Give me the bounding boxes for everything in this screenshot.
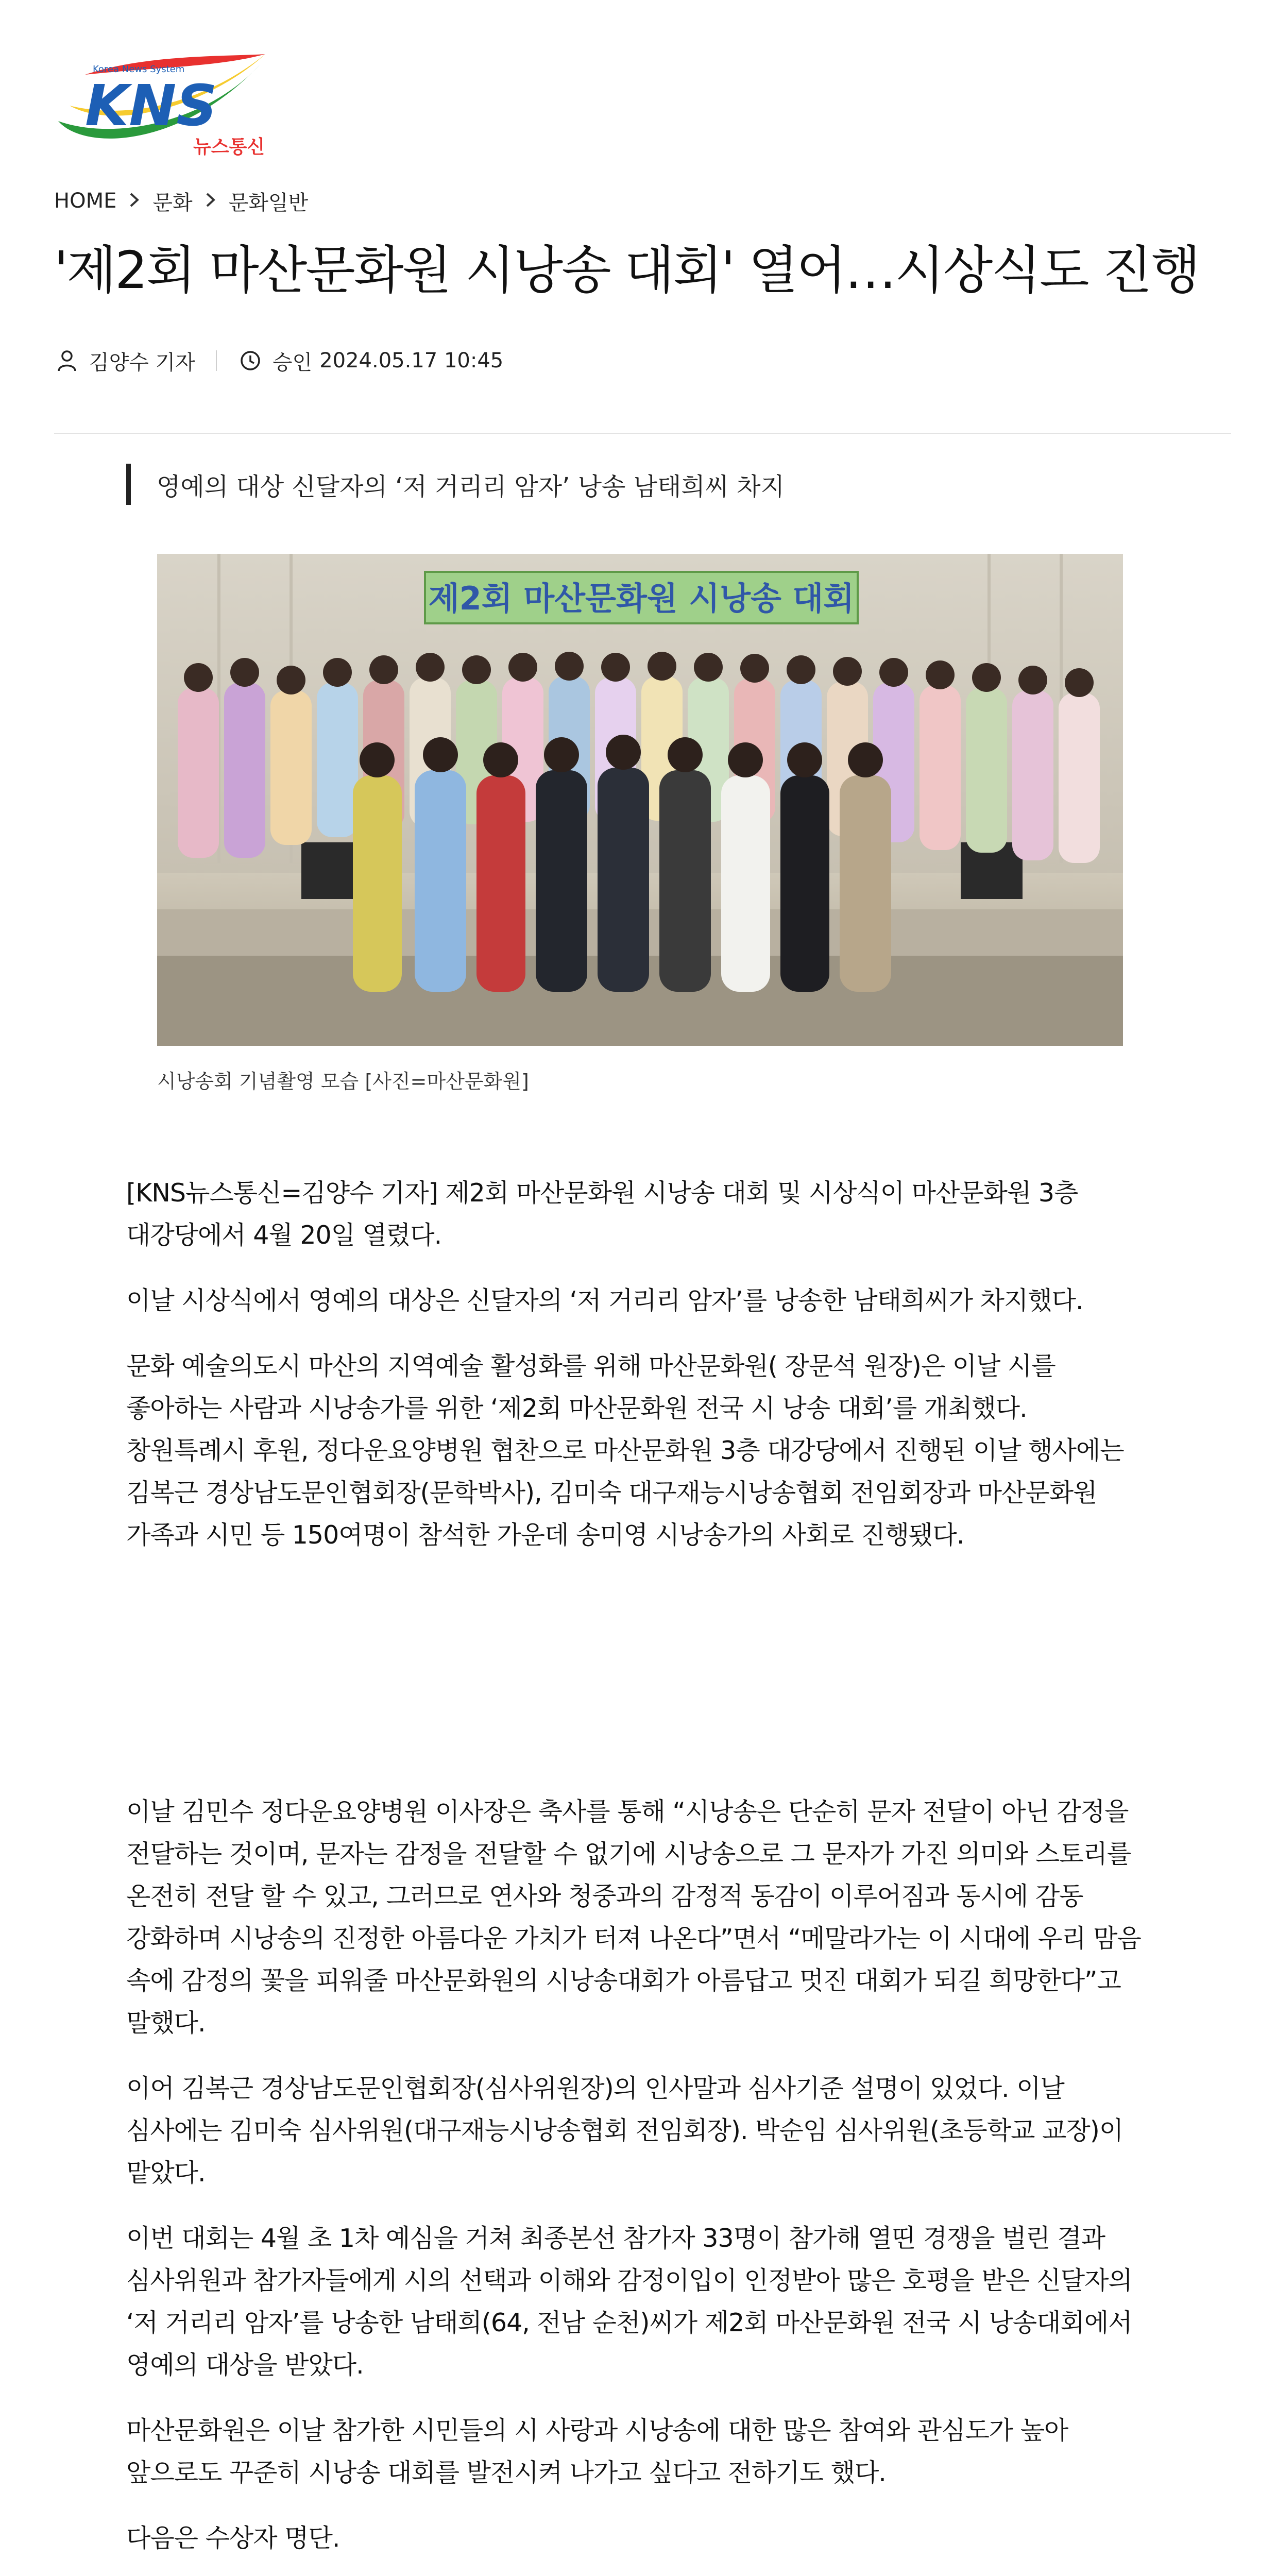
breadcrumb bbox=[54, 185, 308, 216]
group-photo bbox=[157, 554, 1123, 1046]
approved-label: 승인 bbox=[272, 350, 313, 375]
logo-brand: KNS bbox=[85, 73, 217, 139]
header-divider bbox=[54, 433, 1231, 434]
meta-divider bbox=[216, 350, 217, 371]
approved-timestamp: 2024.05.17 10:45 bbox=[319, 349, 504, 372]
page-title: '제2회 마산문화원 시낭송 대회' 열어…시상식도 진행 bbox=[54, 240, 1199, 300]
article-meta bbox=[54, 343, 503, 379]
site-logo[interactable] bbox=[54, 44, 270, 162]
article-paragraph: 이날 시상식에서 영예의 대상은 신달자의 ‘저 거리리 암자’를 낭송한 남태희씨가 차지했다. bbox=[126, 1286, 1083, 1315]
chevron-right-icon bbox=[116, 189, 152, 213]
breadcrumb-culture-general[interactable]: 문화일반 bbox=[228, 191, 309, 215]
kns-logo-mark bbox=[54, 44, 270, 162]
article-subtitle: 영예의 대상 신달자의 ‘저 거리리 암자’ 낭송 남태희씨 차지 bbox=[126, 464, 785, 505]
article-body bbox=[126, 1172, 1151, 2576]
article-photo bbox=[157, 554, 1123, 1046]
article-paragraph: 다음은 수상자 명단. bbox=[126, 2523, 340, 2553]
author-name[interactable]: 김양수 기자 bbox=[89, 350, 195, 375]
breadcrumb-home[interactable]: HOME bbox=[54, 189, 117, 213]
photo-caption: 시낭송회 기념촬영 모습 [사진=마산문화원] bbox=[157, 1070, 529, 1093]
clock-icon bbox=[237, 348, 263, 374]
article-paragraph: 문화 예술의도시 마산의 지역예술 활성화를 위해 마산문화원( 장문석 원장)은 이날 시를 좋아하는 사람과 시낭송가를 위한 ‘제2회 마산문화원 전국 시 낭송 대회’를 개최했다. 창원특례시 후원, 정다운요양병원 협찬으로 마산문화원 3층 대강당에서 진행된 이날 행사에는 김복근 경상남도문인협회장(문학박사), 김미숙 대구재능시낭송협회 전임회장과 마산문화원 가족과 시민 등 150여명이 참석한 가운데 송미영 시낭송가의 사회로 진행됐다. bbox=[126, 1351, 1124, 1550]
article-paragraph: 이어 김복근 경상남도문인협회장(심사위원장)의 인사말과 심사기준 설명이 있었다. 이날 심사에는 김미숙 심사위원(대구재능시낭송협회 전임회장). 박순임 심사위원(초등학교 교장)이 맡았다. bbox=[126, 2074, 1123, 2188]
chevron-right-icon bbox=[193, 189, 229, 213]
article-paragraph: 이번 대회는 4월 초 1차 예심을 거쳐 최종본선 참가자 33명이 참가해 열띤 경쟁을 벌린 결과 심사위원과 참가자들에게 시의 선택과 이해와 감정이입이 인정받아 많은 호평을 받은 신달자의 ‘저 거리리 암자’를 낭송한 남태희(64, 전남 순천)씨가 제2회 마산문화원 전국 시 낭송대회에서 영예의 대상을 받았다. bbox=[126, 2224, 1132, 2380]
article-paragraph: 이날 김민수 정다운요양병원 이사장은 축사를 통해 “시낭송은 단순히 문자 전달이 아닌 감정을 전달하는 것이며, 문자는 감정을 전달할 수 없기에 시낭송으로 그 문자가 가진 의미와 스토리를 온전히 전달 할 수 있고, 그러므로 연사와 청중과의 감정적 동감이 이루어짐과 동시에 감동 강화하며 시낭송의 진정한 아름다운 가치가 터져 나온다”면서 “메말라가는 이 시대에 우리 맘음 속에 감정의 꽃을 피워줄 마산문화원의 시낭송대회가 아름답고 멋진 대회가 되길 희망한다”고 말했다. bbox=[126, 1797, 1141, 2038]
article-paragraph: 마산문화원은 이날 참가한 시민들의 시 사랑과 시낭송에 대한 많은 참여와 관심도가 높아 앞으로도 꾸준히 시낭송 대회를 발전시켜 나가고 싶다고 전하기도 했다. bbox=[126, 2416, 1068, 2487]
breadcrumb-culture[interactable]: 문화 bbox=[152, 191, 193, 215]
logo-brand-korean: 뉴스통신 bbox=[193, 137, 265, 158]
user-icon bbox=[54, 348, 80, 374]
photo-banner-text: 제2회 마산문화원 시낭송 대회 bbox=[428, 580, 855, 617]
logo-tagline: Korea News System bbox=[93, 64, 185, 75]
article-paragraph: [KNS뉴스통신=김양수 기자] 제2회 마산문화원 시낭송 대회 및 시상식이 마산문화원 3층 대강당에서 4월 20일 열렸다. bbox=[126, 1178, 1078, 1250]
